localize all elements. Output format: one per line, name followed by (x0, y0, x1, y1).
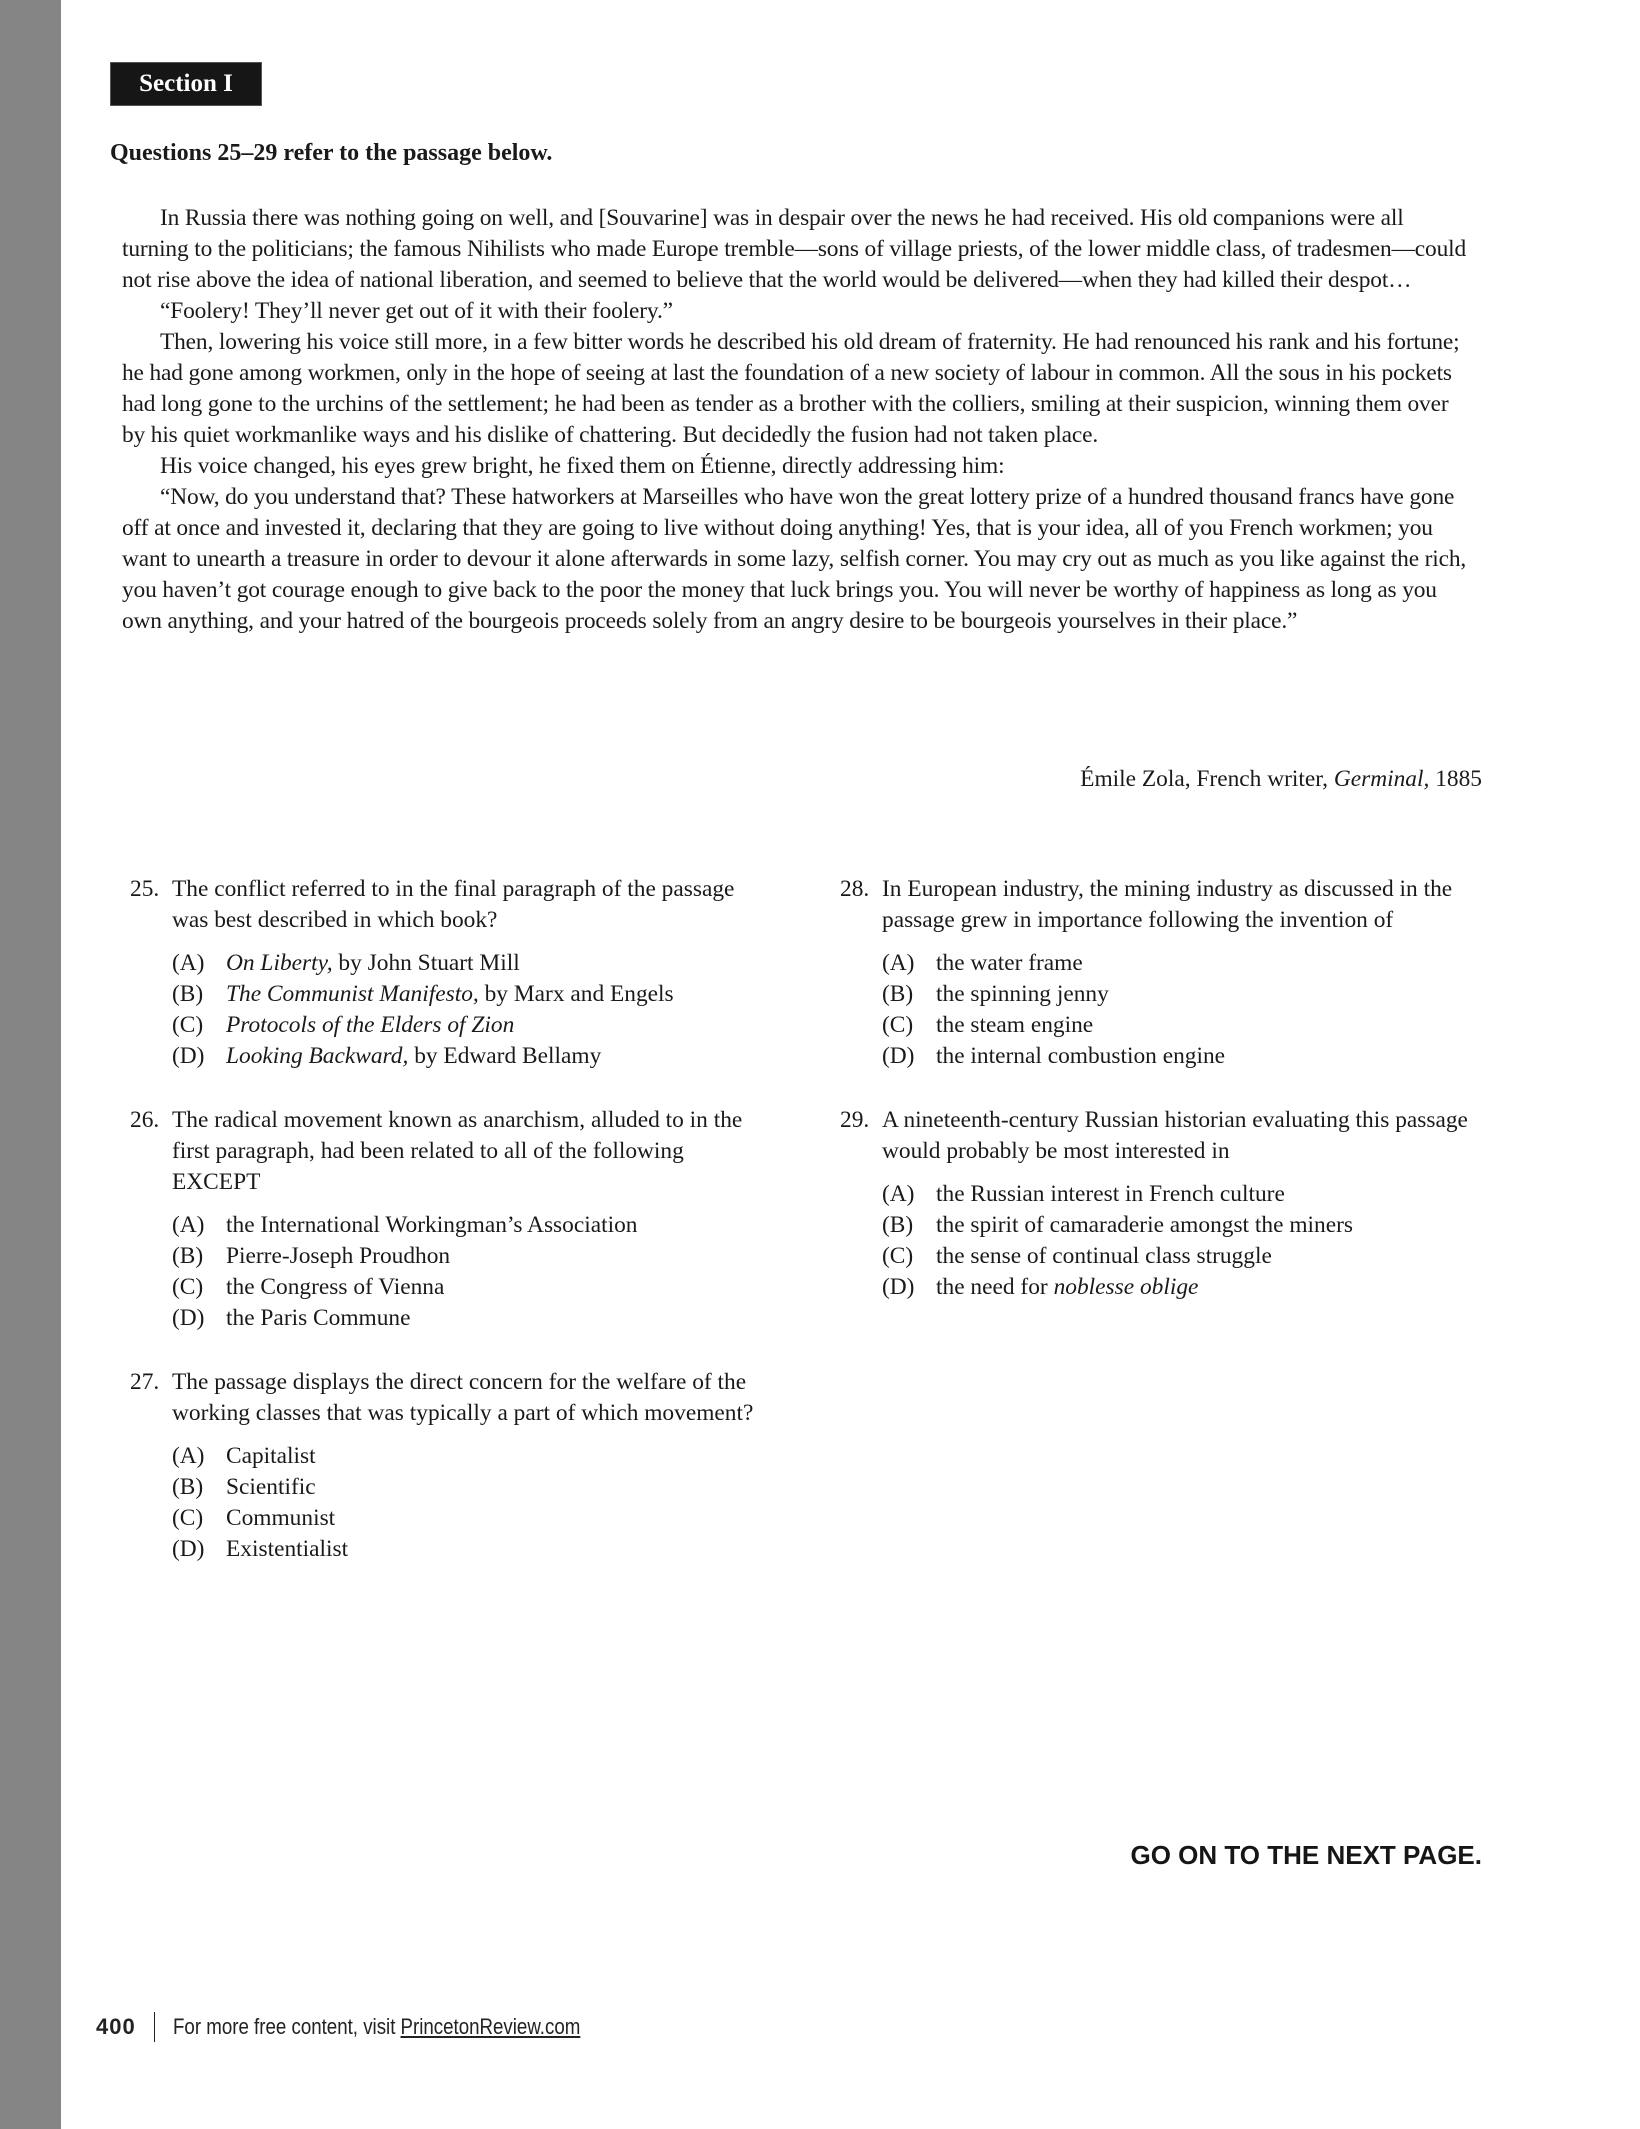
choice-letter: (B) (882, 981, 914, 1007)
question-number: 25. (130, 876, 160, 902)
choice-text: by John Stuart Mill (332, 950, 520, 976)
answer-choice[interactable] (882, 1010, 1480, 1041)
choice-letter: (A) (172, 1212, 205, 1238)
question-text: The conflict referred to in the final paragraph of the passage was best described in which book? (172, 876, 735, 933)
question-number: 28. (840, 876, 870, 902)
answer-choice[interactable] (172, 1441, 770, 1472)
choice-text: the water frame (936, 950, 1083, 976)
answer-choice[interactable] (882, 1210, 1480, 1241)
choice-text: by Marx and Engels (478, 981, 674, 1007)
choice-text: Scientific (226, 1474, 316, 1500)
answer-choice[interactable] (882, 979, 1480, 1010)
choice-text: the Paris Commune (226, 1305, 411, 1331)
question-27 (130, 1367, 770, 1565)
answer-choice[interactable] (172, 979, 770, 1010)
choice-letter: (D) (172, 1043, 205, 1069)
question-29 (840, 1105, 1480, 1303)
princeton-review-link[interactable]: PrincetonReview.com (400, 2014, 581, 2039)
choice-letter: (D) (882, 1274, 915, 1300)
choice-letter: (D) (882, 1043, 915, 1069)
question-number: 29. (840, 1107, 870, 1133)
choice-letter: (D) (172, 1536, 205, 1562)
choice-text: the spirit of camaraderie amongst the miners (936, 1212, 1353, 1238)
passage-paragraph: “Foolery! They’ll never get out of it with their foolery.” (160, 298, 673, 324)
question-text: The passage displays the direct concern for the welfare of the working classes that was typically a part of which movement? (172, 1369, 754, 1426)
citation-year: 1885 (1429, 766, 1482, 792)
choice-text: the International Workingman’s Association (226, 1212, 638, 1238)
answer-choice[interactable] (882, 1179, 1480, 1210)
choice-letter: (C) (172, 1505, 204, 1531)
choice-letter: (A) (172, 950, 205, 976)
question-number: 26. (130, 1107, 160, 1133)
choice-letter: (A) (172, 1443, 205, 1469)
citation-author: Émile Zola, French writer, (1080, 766, 1334, 792)
section-badge (110, 62, 262, 106)
question-25 (130, 874, 770, 1072)
page-footer (96, 2012, 652, 2042)
passage-paragraph: His voice changed, his eyes grew bright, he fixed them on Étienne, directly addressing him: (160, 453, 1005, 479)
answer-choice[interactable] (172, 948, 770, 979)
choice-letter: (C) (172, 1274, 204, 1300)
question-26 (130, 1105, 770, 1334)
choice-text: the internal combustion engine (936, 1043, 1226, 1069)
section-label: Section I (139, 70, 233, 97)
question-28 (840, 874, 1480, 1072)
questions-right-column (840, 874, 1480, 1336)
choice-letter: (D) (172, 1305, 205, 1331)
next-page-notice: GO ON TO THE NEXT PAGE. (1130, 1840, 1482, 1870)
choice-text: Communist (226, 1505, 336, 1531)
passage-paragraph: In Russia there was nothing going on well, and [Souvarine] was in despair over the news he had received. His old companions were all turning to the politicians; the famous Nihilists who made Europe tremble—sons of village priests, of the lower middle class, of tradesmen—could not rise above the idea of national liberation, and seemed to believe that the world would be delivered—when they had killed their despot… (122, 205, 1467, 293)
answer-choice[interactable] (172, 1210, 770, 1241)
passage-paragraph: “Now, do you understand that? These hatworkers at Marseilles who have won the great lottery prize of a hundred thousand francs have gone off at once and invested it, declaring that they are going to live without doing anything! Yes, that is your idea, all of you French workmen; you want to unearth a treasure in order to devour it alone afterwards in some lazy, selfish corner. You may cry out as much as you like against the rich, you haven’t got courage enough to give back to the poor the money that luck brings you. You will never be worthy of happiness as long as you own anything, and your hatred of the bourgeois proceeds solely from an angry desire to be bourgeois yourselves in their place.” (122, 484, 1467, 634)
question-text: In European industry, the mining industry as discussed in the passage grew in importance following the invention of (882, 876, 1453, 933)
choice-letter: (A) (882, 950, 915, 976)
answer-choice[interactable] (882, 1272, 1480, 1303)
answer-choice[interactable] (172, 1503, 770, 1534)
question-number: 27. (130, 1369, 160, 1395)
answer-choice[interactable] (172, 1303, 770, 1334)
questions-left-column (130, 874, 770, 1598)
choice-text: the sense of continual class struggle (936, 1243, 1272, 1269)
choice-text: the need for (936, 1274, 1054, 1300)
answer-choice[interactable] (172, 1041, 770, 1072)
choice-letter: (C) (172, 1012, 204, 1038)
choice-letter: (B) (172, 1474, 204, 1500)
page-side-bar (0, 0, 61, 2129)
page-number: 400 (96, 2014, 136, 2039)
footer-text: For more free content, visit (172, 2014, 396, 2039)
answer-choice[interactable] (172, 1472, 770, 1503)
passage-paragraph: Then, lowering his voice still more, in a few bitter words he described his old dream of fraternity. He had renounced his rank and his fortune; he had gone among workmen, only in the hope of seeing at last the foundation of a new society of labour in common. All the sous in his pockets had long gone to the urchins of the settlement; he had been as tender as a brother with the colliers, smiling at their suspicion, winning them over by his quiet workmanlike ways and his dislike of chattering. But decidedly the fusion had not taken place. (122, 329, 1460, 448)
choice-title: Protocols of the Elders of Zion (226, 1012, 515, 1038)
answer-choice[interactable] (882, 948, 1480, 979)
choice-letter: (B) (172, 1243, 204, 1269)
answer-choice[interactable] (172, 1534, 770, 1565)
footer-divider (154, 2012, 155, 2042)
choice-letter: (A) (882, 1181, 915, 1207)
questions-intro: Questions 25–29 refer to the passage below. (110, 140, 553, 166)
citation-work: Germinal, (1333, 766, 1430, 792)
passage (122, 203, 1467, 637)
question-text: A nineteenth-century Russian historian evaluating this passage would probably be most interested in (882, 1107, 1468, 1164)
choice-text: the Russian interest in French culture (936, 1181, 1285, 1207)
question-text: The radical movement known as anarchism, alluded to in the first paragraph, had been related to all of the following EXCEPT (172, 1107, 743, 1195)
choice-text: the Congress of Vienna (226, 1274, 445, 1300)
choice-letter: (C) (882, 1012, 914, 1038)
answer-choice[interactable] (172, 1010, 770, 1041)
choice-title: Looking Backward, (226, 1043, 409, 1069)
choice-text: Pierre-Joseph Proudhon (226, 1243, 451, 1269)
choice-italic-term: noblesse oblige (1053, 1274, 1199, 1300)
choice-title: On Liberty, (226, 950, 333, 976)
choice-letter: (C) (882, 1243, 914, 1269)
choice-text: the steam engine (936, 1012, 1094, 1038)
choice-letter: (B) (882, 1212, 914, 1238)
choice-text: by Edward Bellamy (408, 1043, 602, 1069)
passage-citation (1080, 766, 1482, 793)
choice-text: the spinning jenny (936, 981, 1109, 1007)
answer-choice[interactable] (882, 1041, 1480, 1072)
choice-text: Existentialist (226, 1536, 349, 1562)
answer-choice[interactable] (172, 1241, 770, 1272)
answer-choice[interactable] (172, 1272, 770, 1303)
choice-text: Capitalist (226, 1443, 316, 1469)
answer-choice[interactable] (882, 1241, 1480, 1272)
choice-letter: (B) (172, 981, 204, 1007)
choice-title: The Communist Manifesto, (226, 981, 479, 1007)
